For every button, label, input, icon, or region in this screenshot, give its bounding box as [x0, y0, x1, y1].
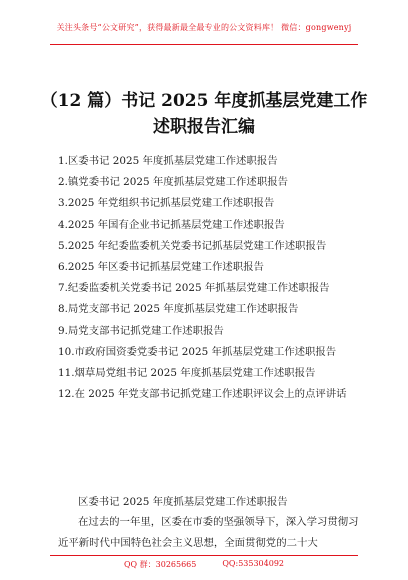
page-footer [0, 559, 408, 570]
toc-item: 7.纪委监委机关党委书记 2025 年抓基层党建工作述职报告 [58, 282, 330, 295]
toc-item: 1.区委书记 2025 年度抓基层党建工作述职报告 [58, 155, 278, 167]
toc-item: 10.市政府国资委党委书记 2025 年抓基层党建工作述职报告 [58, 345, 337, 358]
document-title-line-2: 述职报告汇编 [153, 117, 255, 137]
toc-item: 9.局党支部书记抓党建工作述职报告 [58, 324, 224, 337]
header-divider [50, 44, 358, 45]
footer-divider [50, 555, 358, 556]
section-title: 区委书记 2025 年度抓基层党建工作述职报告 [78, 496, 288, 508]
toc-item: 6.2025 年区委书记抓基层党建工作述职报告 [58, 261, 264, 274]
toc-item: 3.2025 年党组织书记抓基层党建工作述职报告 [58, 197, 275, 210]
toc-item: 12.在 2025 年党支部书记抓党建工作述职评议会上的点评讲话 [58, 388, 347, 401]
body-paragraph: 在过去的一年里，区委在市委的坚强领导下，深入学习贯彻习近平新时代中国特色社会主义思想，全面贯彻党的二十大 [58, 516, 359, 549]
header-promo-text: 关注头条号“公文研究”，获得最新最全最专业的公文资料库！ 微信：gongwenyj [56, 23, 352, 32]
toc-item: 5.2025 年纪委监委机关党委书记抓基层党建工作述职报告 [58, 239, 327, 252]
toc-item: 8.局党支部书记 2025 年度抓基层党建工作述职报告 [58, 303, 299, 316]
toc-item: 2.镇党委书记 2025 年度抓基层党建工作述职报告 [58, 176, 288, 189]
toc-item: 4.2025 年国有企业书记抓基层党建工作述职报告 [58, 218, 285, 231]
toc-item: 11.烟草局党组书记 2025 年度抓基层党建工作述职报告 [58, 367, 316, 380]
footer-qq-group: QQ 群：30265665 [123, 560, 197, 569]
document-title-line-1: （12 篇）书记 2025 年度抓基层党建工作 [40, 91, 368, 111]
footer-qq: QQ:535304092 [222, 559, 284, 568]
table-of-contents [58, 151, 368, 405]
